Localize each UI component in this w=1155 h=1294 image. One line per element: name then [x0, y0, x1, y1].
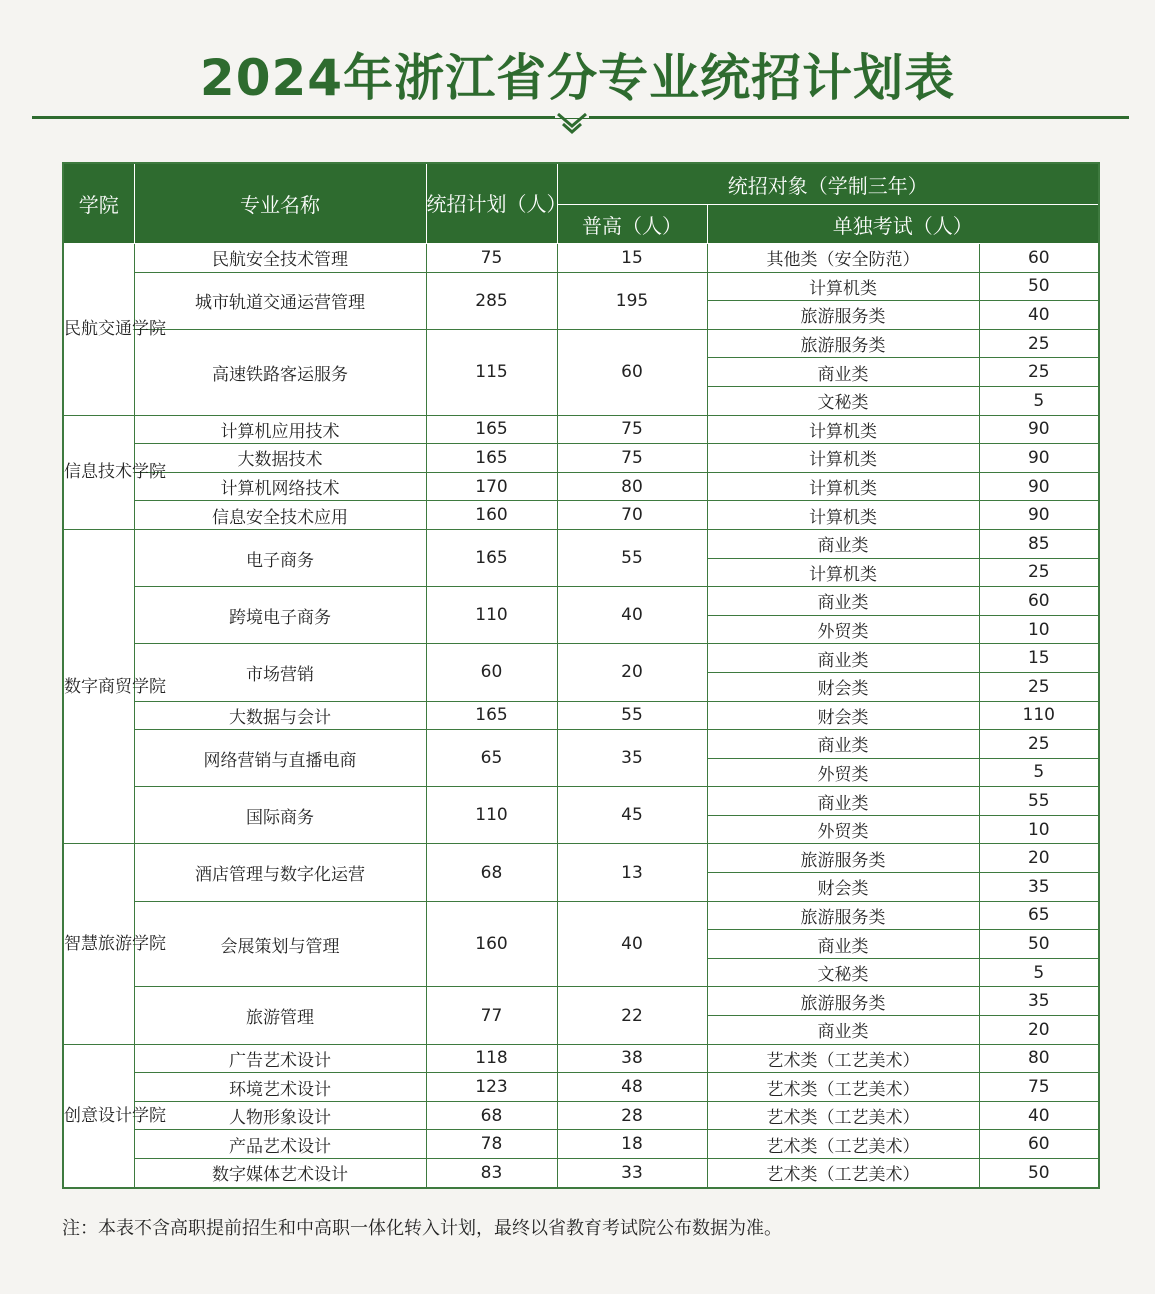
exam-category-cell: 计算机类 [707, 472, 979, 501]
exam-category-cell: 艺术类（工艺美术） [707, 1130, 979, 1159]
major-name-cell: 城市轨道交通运营管理 [134, 272, 426, 329]
major-name-cell: 广告艺术设计 [134, 1044, 426, 1073]
exam-count-cell: 10 [979, 815, 1099, 844]
college-cell: 信息技术学院 [63, 415, 134, 529]
exam-category-cell: 计算机类 [707, 415, 979, 444]
exam-count-cell: 55 [979, 787, 1099, 816]
general-high-count-cell: 22 [557, 987, 707, 1044]
plan-count-cell: 115 [426, 329, 557, 415]
plan-count-cell: 68 [426, 844, 557, 901]
table-row [63, 329, 1099, 358]
general-high-count-cell: 195 [557, 272, 707, 329]
exam-category-cell: 商业类 [707, 529, 979, 558]
table-row [63, 472, 1099, 501]
table-row [63, 644, 1099, 673]
major-name-cell: 会展策划与管理 [134, 901, 426, 987]
table-row [63, 844, 1099, 873]
exam-category-cell: 商业类 [707, 1016, 979, 1045]
major-name-cell: 高速铁路客运服务 [134, 329, 426, 415]
plan-count-cell: 65 [426, 730, 557, 787]
plan-count-cell: 75 [426, 244, 557, 273]
exam-count-cell: 5 [979, 758, 1099, 787]
exam-count-cell: 60 [979, 587, 1099, 616]
exam-category-cell: 财会类 [707, 873, 979, 902]
major-name-cell: 市场营销 [134, 644, 426, 701]
enrollment-plan-table [62, 162, 1100, 1189]
exam-count-cell: 65 [979, 901, 1099, 930]
table-row [63, 444, 1099, 473]
table-row [63, 701, 1099, 730]
plan-count-cell: 165 [426, 701, 557, 730]
exam-category-cell: 旅游服务类 [707, 901, 979, 930]
exam-count-cell: 75 [979, 1073, 1099, 1102]
exam-category-cell: 计算机类 [707, 558, 979, 587]
general-high-count-cell: 55 [557, 529, 707, 586]
exam-category-cell: 计算机类 [707, 501, 979, 530]
exam-category-cell: 商业类 [707, 587, 979, 616]
table-row [63, 415, 1099, 444]
table-row [63, 730, 1099, 759]
exam-count-cell: 50 [979, 1159, 1099, 1188]
exam-count-cell: 20 [979, 844, 1099, 873]
general-high-count-cell: 80 [557, 472, 707, 501]
exam-category-cell: 旅游服务类 [707, 301, 979, 330]
general-high-count-cell: 40 [557, 587, 707, 644]
exam-count-cell: 25 [979, 358, 1099, 387]
general-high-count-cell: 18 [557, 1130, 707, 1159]
exam-count-cell: 90 [979, 444, 1099, 473]
major-name-cell: 旅游管理 [134, 987, 426, 1044]
table-row [63, 1159, 1099, 1188]
exam-count-cell: 80 [979, 1044, 1099, 1073]
general-high-count-cell: 48 [557, 1073, 707, 1102]
exam-category-cell: 商业类 [707, 644, 979, 673]
exam-category-cell: 商业类 [707, 358, 979, 387]
table-row [63, 587, 1099, 616]
table-row [63, 987, 1099, 1016]
plan-count-cell: 77 [426, 987, 557, 1044]
exam-count-cell: 35 [979, 987, 1099, 1016]
exam-count-cell: 10 [979, 615, 1099, 644]
plan-count-cell: 110 [426, 787, 557, 844]
major-name-cell: 电子商务 [134, 529, 426, 586]
exam-category-cell: 其他类（安全防范） [707, 244, 979, 273]
general-high-count-cell: 35 [557, 730, 707, 787]
table-row [63, 244, 1099, 273]
exam-count-cell: 5 [979, 386, 1099, 415]
general-high-count-cell: 55 [557, 701, 707, 730]
major-name-cell: 计算机应用技术 [134, 415, 426, 444]
plan-count-cell: 165 [426, 415, 557, 444]
exam-count-cell: 90 [979, 501, 1099, 530]
plan-count-cell: 165 [426, 444, 557, 473]
general-high-count-cell: 20 [557, 644, 707, 701]
general-high-count-cell: 45 [557, 787, 707, 844]
table-row [63, 1101, 1099, 1130]
plan-count-cell: 165 [426, 529, 557, 586]
general-high-count-cell: 15 [557, 244, 707, 273]
general-high-count-cell: 28 [557, 1101, 707, 1130]
plan-count-cell: 118 [426, 1044, 557, 1073]
table-row [63, 787, 1099, 816]
exam-count-cell: 35 [979, 873, 1099, 902]
exam-category-cell: 旅游服务类 [707, 844, 979, 873]
exam-category-cell: 财会类 [707, 672, 979, 701]
header-separate-exam: 单独考试（人） [707, 205, 1099, 244]
exam-category-cell: 计算机类 [707, 272, 979, 301]
exam-category-cell: 商业类 [707, 930, 979, 959]
major-name-cell: 数字媒体艺术设计 [134, 1159, 426, 1188]
major-name-cell: 计算机网络技术 [134, 472, 426, 501]
major-name-cell: 民航安全技术管理 [134, 244, 426, 273]
table-row [63, 1130, 1099, 1159]
header-college: 学院 [63, 163, 134, 244]
exam-count-cell: 25 [979, 672, 1099, 701]
general-high-count-cell: 13 [557, 844, 707, 901]
header-general-high: 普高（人） [557, 205, 707, 244]
plan-count-cell: 285 [426, 272, 557, 329]
exam-category-cell: 艺术类（工艺美术） [707, 1159, 979, 1188]
exam-count-cell: 20 [979, 1016, 1099, 1045]
exam-category-cell: 文秘类 [707, 958, 979, 987]
exam-category-cell: 艺术类（工艺美术） [707, 1073, 979, 1102]
college-cell: 民航交通学院 [63, 244, 134, 416]
table-row [63, 501, 1099, 530]
plan-count-cell: 170 [426, 472, 557, 501]
college-cell: 智慧旅游学院 [63, 844, 134, 1044]
major-name-cell: 网络营销与直播电商 [134, 730, 426, 787]
table-row [63, 272, 1099, 301]
major-name-cell: 信息安全技术应用 [134, 501, 426, 530]
exam-category-cell: 外贸类 [707, 815, 979, 844]
plan-count-cell: 68 [426, 1101, 557, 1130]
exam-category-cell: 财会类 [707, 701, 979, 730]
exam-category-cell: 旅游服务类 [707, 987, 979, 1016]
exam-count-cell: 25 [979, 558, 1099, 587]
exam-count-cell: 25 [979, 730, 1099, 759]
exam-category-cell: 艺术类（工艺美术） [707, 1101, 979, 1130]
general-high-count-cell: 40 [557, 901, 707, 987]
plan-count-cell: 160 [426, 501, 557, 530]
plan-count-cell: 60 [426, 644, 557, 701]
major-name-cell: 国际商务 [134, 787, 426, 844]
major-name-cell: 人物形象设计 [134, 1101, 426, 1130]
footnote: 注：本表不含高职提前招生和中高职一体化转入计划，最终以省教育考试院公布数据为准。 [62, 1218, 782, 1239]
plan-count-cell: 110 [426, 587, 557, 644]
plan-count-cell: 123 [426, 1073, 557, 1102]
major-name-cell: 产品艺术设计 [134, 1130, 426, 1159]
exam-count-cell: 40 [979, 301, 1099, 330]
header-major: 专业名称 [134, 163, 426, 244]
page-title: 2024年浙江省分专业统招计划表 [199, 49, 956, 107]
major-name-cell: 环境艺术设计 [134, 1073, 426, 1102]
exam-category-cell: 艺术类（工艺美术） [707, 1044, 979, 1073]
general-high-count-cell: 70 [557, 501, 707, 530]
chevron-down-icon [555, 112, 589, 138]
exam-category-cell: 旅游服务类 [707, 329, 979, 358]
header-target: 统招对象（学制三年） [557, 163, 1099, 205]
table-row [63, 1044, 1099, 1073]
general-high-count-cell: 75 [557, 415, 707, 444]
major-name-cell: 大数据技术 [134, 444, 426, 473]
plan-count-cell: 78 [426, 1130, 557, 1159]
major-name-cell: 大数据与会计 [134, 701, 426, 730]
exam-count-cell: 85 [979, 529, 1099, 558]
exam-category-cell: 计算机类 [707, 444, 979, 473]
college-cell: 创意设计学院 [63, 1044, 134, 1187]
table-row [63, 901, 1099, 930]
general-high-count-cell: 33 [557, 1159, 707, 1188]
exam-count-cell: 5 [979, 958, 1099, 987]
exam-category-cell: 外贸类 [707, 615, 979, 644]
table-row [63, 529, 1099, 558]
exam-category-cell: 商业类 [707, 787, 979, 816]
general-high-count-cell: 38 [557, 1044, 707, 1073]
college-cell: 数字商贸学院 [63, 529, 134, 844]
header-plan: 统招计划（人） [426, 163, 557, 244]
exam-count-cell: 110 [979, 701, 1099, 730]
general-high-count-cell: 75 [557, 444, 707, 473]
plan-count-cell: 160 [426, 901, 557, 987]
exam-category-cell: 外贸类 [707, 758, 979, 787]
exam-count-cell: 50 [979, 930, 1099, 959]
exam-category-cell: 文秘类 [707, 386, 979, 415]
exam-count-cell: 60 [979, 244, 1099, 273]
exam-count-cell: 25 [979, 329, 1099, 358]
exam-count-cell: 60 [979, 1130, 1099, 1159]
exam-count-cell: 90 [979, 415, 1099, 444]
exam-category-cell: 商业类 [707, 730, 979, 759]
general-high-count-cell: 60 [557, 329, 707, 415]
major-name-cell: 酒店管理与数字化运营 [134, 844, 426, 901]
plan-count-cell: 83 [426, 1159, 557, 1188]
exam-count-cell: 40 [979, 1101, 1099, 1130]
exam-count-cell: 15 [979, 644, 1099, 673]
table-row [63, 1073, 1099, 1102]
major-name-cell: 跨境电子商务 [134, 587, 426, 644]
exam-count-cell: 90 [979, 472, 1099, 501]
exam-count-cell: 50 [979, 272, 1099, 301]
